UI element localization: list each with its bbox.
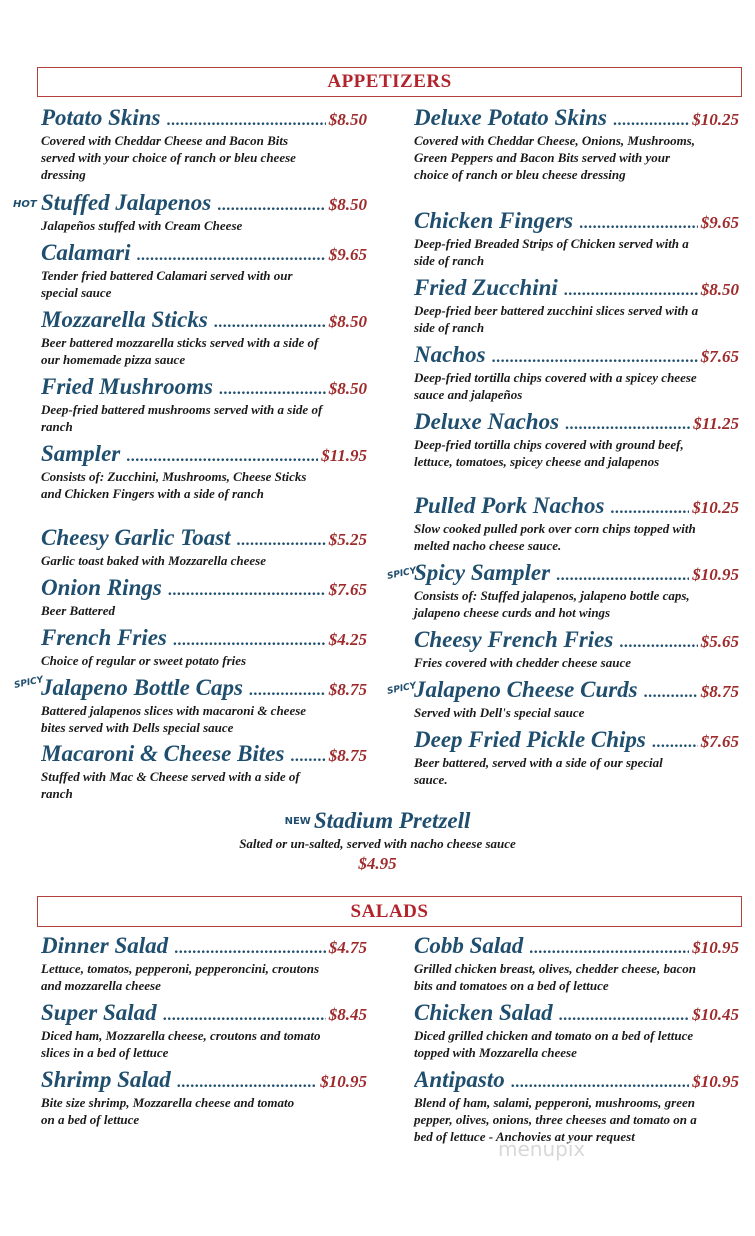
dot-leader xyxy=(619,634,697,652)
item-description: Beer Battered xyxy=(41,603,116,618)
item-description: Fries covered with chedder cheese sauce xyxy=(414,655,631,670)
item-description: Covered with Cheddar Cheese and Bacon Bits served with your choice of ranch or bleu cheese dressing xyxy=(41,133,296,182)
menu-item xyxy=(41,1067,367,1128)
menu-item xyxy=(41,240,367,301)
menu-item xyxy=(414,105,739,183)
menu-item xyxy=(41,575,367,619)
menu-item xyxy=(414,275,739,336)
item-description: Diced ham, Mozzarella cheese, croutons and tomato slices in a bed of lettuce xyxy=(41,1028,321,1060)
dot-leader xyxy=(126,448,318,466)
menu-item xyxy=(414,342,739,403)
item-description: Jalapeños stuffed with Cream Cheese xyxy=(41,218,243,233)
menu-item xyxy=(414,1000,739,1061)
item-price: $4.75 xyxy=(328,938,367,957)
menu-item xyxy=(414,933,739,994)
menu-item xyxy=(41,675,367,736)
item-price: $7.65 xyxy=(700,347,739,366)
item-price: $11.95 xyxy=(321,446,367,465)
item-price: $8.75 xyxy=(328,746,367,765)
dot-leader xyxy=(610,500,689,518)
dot-leader xyxy=(217,197,326,215)
item-name: Fried Zucchini xyxy=(414,275,558,300)
menu-item xyxy=(414,493,739,554)
item-description: Deep-fried beer battered zucchini slices served with a side of ranch xyxy=(414,303,699,335)
dot-leader xyxy=(492,349,698,367)
menu-item xyxy=(414,627,739,671)
item-description: Diced grilled chicken and tomato on a bed of lettuce topped with Mozzarella cheese xyxy=(414,1028,694,1060)
item-name: Cheesy French Fries xyxy=(414,627,614,652)
item-name: Potato Skins xyxy=(41,105,161,130)
salads-title: SALADS xyxy=(350,900,429,922)
item-price: $8.50 xyxy=(328,195,367,214)
item-description: Served with Dell's special sauce xyxy=(414,705,585,720)
dot-leader xyxy=(136,247,325,265)
item-name: Deluxe Nachos xyxy=(414,409,560,434)
dot-leader xyxy=(565,416,690,434)
dot-leader xyxy=(168,582,326,600)
item-price: $10.95 xyxy=(692,565,739,584)
dot-leader xyxy=(177,1074,318,1092)
dot-leader xyxy=(174,940,326,958)
dot-leader xyxy=(579,215,698,233)
item-name: Onion Rings xyxy=(41,575,162,600)
item-description: Bite size shrimp, Mozzarella cheese and tomato on a bed of lettuce xyxy=(41,1095,295,1127)
item-description: Deep-fried battered mushrooms served with a side of ranch xyxy=(41,402,323,434)
item-description: Beer battered, served with a side of our special sauce. xyxy=(414,755,663,787)
menu-item xyxy=(414,560,739,621)
item-name: Deep Fried Pickle Chips xyxy=(414,727,646,752)
item-name: Cheesy Garlic Toast xyxy=(41,525,231,550)
dot-leader xyxy=(559,1007,690,1025)
menu-item xyxy=(41,1000,367,1061)
item-name: Calamari xyxy=(41,240,131,265)
item-price: $10.95 xyxy=(692,1072,739,1091)
featured-item-price: $4.95 xyxy=(358,854,397,873)
new-badge: NEW xyxy=(284,816,311,827)
item-name: Mozzarella Sticks xyxy=(41,307,208,332)
item-name: Deluxe Potato Skins xyxy=(414,105,607,130)
dot-leader xyxy=(237,532,326,550)
menu-item xyxy=(414,1067,739,1145)
featured-item-description: Salted or un-salted, served with nacho cheese sauce xyxy=(239,836,516,851)
item-price: $8.75 xyxy=(328,680,367,699)
item-name: Dinner Salad xyxy=(41,933,169,958)
item-price: $7.65 xyxy=(700,732,739,751)
dot-leader xyxy=(613,112,689,130)
featured-item xyxy=(0,808,755,874)
dot-leader xyxy=(529,940,689,958)
dot-leader xyxy=(249,682,326,700)
item-price: $8.75 xyxy=(700,682,739,701)
menu-item xyxy=(414,677,739,721)
item-name: Fried Mushrooms xyxy=(41,374,213,399)
item-name: Macaroni & Cheese Bites xyxy=(41,741,285,766)
menu-item xyxy=(41,307,367,368)
item-name: Stuffed Jalapenos xyxy=(41,190,212,215)
item-description: Garlic toast baked with Mozzarella cheese xyxy=(41,553,266,568)
spicy-badge: SPICY xyxy=(13,675,45,691)
spicy-badge: SPICY xyxy=(386,566,418,582)
item-description: Choice of regular or sweet potato fries xyxy=(41,653,247,668)
item-price: $5.25 xyxy=(328,530,367,549)
dot-leader xyxy=(652,734,698,752)
dot-leader xyxy=(556,567,689,585)
menu-item xyxy=(41,190,367,234)
item-name: Jalapeno Bottle Caps xyxy=(41,675,243,700)
appetizers-title: APPETIZERS xyxy=(327,71,452,92)
item-price: $8.50 xyxy=(328,110,367,129)
menu-item xyxy=(41,933,367,994)
dot-leader xyxy=(173,632,326,650)
dot-leader xyxy=(167,112,326,130)
item-price: $9.65 xyxy=(700,213,739,232)
watermark: menupix xyxy=(498,1137,586,1161)
item-description: Covered with Cheddar Cheese, Onions, Mushrooms, Green Peppers and Bacon Bits served with your choice of ranch or bleu cheese dressing xyxy=(414,133,695,182)
item-price: $7.65 xyxy=(328,580,367,599)
dot-leader xyxy=(219,381,326,399)
menu-item xyxy=(41,525,367,569)
menu-item xyxy=(41,374,367,435)
item-name: Spicy Sampler xyxy=(414,560,551,585)
item-price: $10.25 xyxy=(692,498,739,517)
menu-item xyxy=(414,409,739,470)
item-price: $10.45 xyxy=(692,1005,739,1024)
item-name: Super Salad xyxy=(41,1000,157,1025)
featured-item-name: Stadium Pretzell xyxy=(313,808,471,833)
item-description: Lettuce, tomatos, pepperoni, pepperoncini, croutons and mozzarella cheese xyxy=(41,961,320,993)
menu-item xyxy=(41,441,367,502)
item-description: Battered jalapenos slices with macaroni & cheese bites served with Dells special sauce xyxy=(41,703,307,735)
item-name: Antipasto xyxy=(414,1067,505,1092)
item-price: $8.50 xyxy=(328,312,367,331)
item-description: Deep-fried tortilla chips covered with ground beef, lettuce, tomatoes, spicey cheese and jalapenos xyxy=(414,437,684,469)
item-price: $10.95 xyxy=(692,938,739,957)
menu-item xyxy=(41,741,367,802)
item-description: Consists of: Zucchini, Mushrooms, Cheese Sticks and Chicken Fingers with a side of ranch xyxy=(41,469,307,501)
item-name: Pulled Pork Nachos xyxy=(414,493,605,518)
dot-leader xyxy=(214,314,326,332)
dot-leader xyxy=(564,282,698,300)
item-price: $8.45 xyxy=(328,1005,367,1024)
item-name: Cobb Salad xyxy=(414,933,524,958)
item-price: $5.65 xyxy=(700,632,739,651)
dot-leader xyxy=(511,1074,689,1092)
item-price: $8.50 xyxy=(328,379,367,398)
item-name: Nachos xyxy=(414,342,486,367)
menu-item xyxy=(414,208,739,269)
dot-leader xyxy=(163,1007,326,1025)
item-description: Blend of ham, salami, pepperoni, mushrooms, green pepper, olives, onions, three cheeses and tomato on a bed of lettuce - Anchovies at your request xyxy=(414,1095,697,1144)
item-name: Sampler xyxy=(41,441,121,466)
item-price: $9.65 xyxy=(328,245,367,264)
item-description: Slow cooked pulled pork over corn chips topped with melted nacho cheese sauce. xyxy=(414,521,696,553)
item-name: Chicken Salad xyxy=(414,1000,553,1025)
item-description: Beer battered mozzarella sticks served with a side of our homemade pizza sauce xyxy=(41,335,319,367)
item-description: Deep-fried tortilla chips covered with a spicey cheese sauce and jalapeños xyxy=(414,370,697,402)
spicy-badge: SPICY xyxy=(386,681,418,697)
item-name: French Fries xyxy=(41,625,167,650)
item-description: Tender fried battered Calamari served with our special sauce xyxy=(41,268,293,300)
salads-header xyxy=(37,896,742,927)
item-name: Shrimp Salad xyxy=(41,1067,171,1092)
menu-item xyxy=(41,625,367,669)
item-price: $8.50 xyxy=(700,280,739,299)
item-price: $10.25 xyxy=(692,110,739,129)
item-description: Consists of: Stuffed jalapenos, jalapeno bottle caps, jalapeno cheese curds and hot wings xyxy=(414,588,690,620)
item-description: Deep-fried Breaded Strips of Chicken served with a side of ranch xyxy=(414,236,689,268)
item-price: $4.25 xyxy=(328,630,367,649)
menu-item xyxy=(414,727,739,788)
item-description: Stuffed with Mac & Cheese served with a side of ranch xyxy=(41,769,300,801)
item-price: $10.95 xyxy=(320,1072,367,1091)
dot-leader xyxy=(290,748,325,766)
appetizers-header xyxy=(37,67,742,97)
item-name: Chicken Fingers xyxy=(414,208,574,233)
item-description: Grilled chicken breast, olives, chedder cheese, bacon bits and tomatoes on a bed of lettuce xyxy=(414,961,696,993)
dot-leader xyxy=(644,684,698,702)
item-price: $11.25 xyxy=(693,414,739,433)
menu-item xyxy=(41,105,367,183)
hot-badge: HOT xyxy=(13,199,37,210)
item-name: Jalapeno Cheese Curds xyxy=(414,677,638,702)
